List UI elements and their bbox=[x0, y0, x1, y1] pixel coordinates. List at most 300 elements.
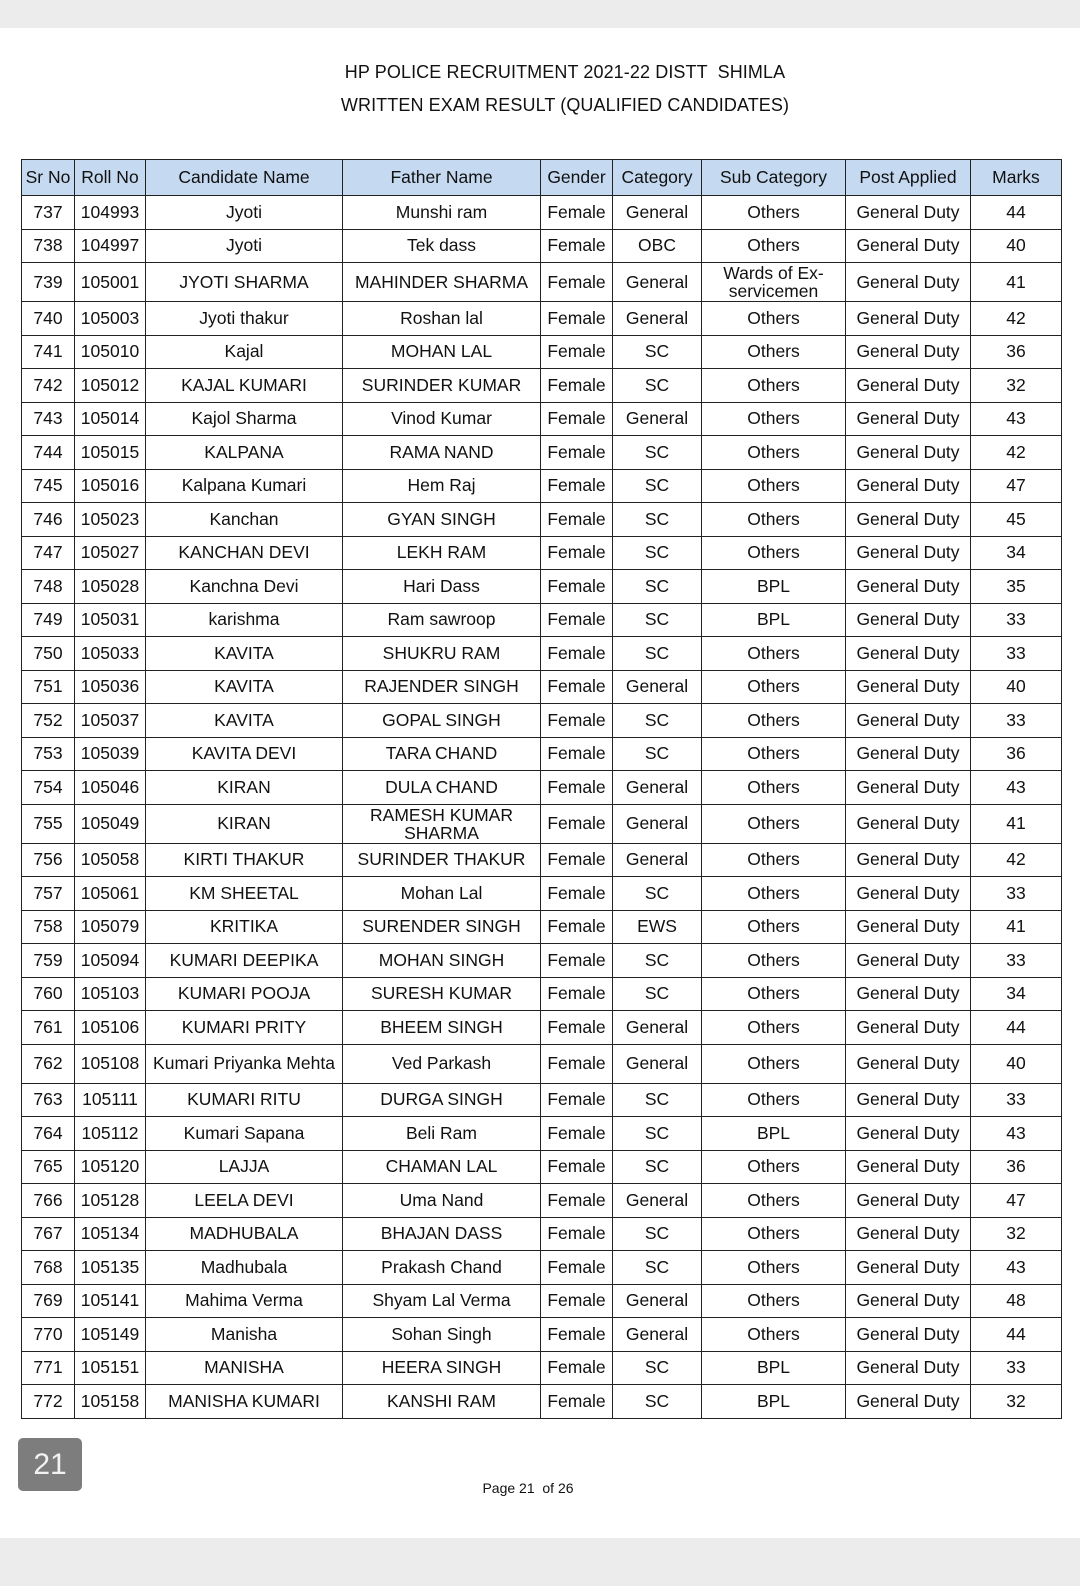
table-cell: Female bbox=[541, 302, 613, 336]
column-header: Sub Category bbox=[702, 160, 846, 196]
table-cell: Vinod Kumar bbox=[343, 402, 541, 436]
table-cell: 738 bbox=[22, 229, 75, 263]
table-cell: BHAJAN DASS bbox=[343, 1217, 541, 1251]
table-cell: SC bbox=[613, 944, 702, 978]
table-cell: 40 bbox=[971, 229, 1062, 263]
cell-text: RAMESH KUMAR SHARMA bbox=[370, 804, 513, 843]
table-cell: LEKH RAM bbox=[343, 536, 541, 570]
table-cell: 42 bbox=[971, 843, 1062, 877]
table-cell: Others bbox=[702, 670, 846, 704]
table-cell: SC bbox=[613, 1251, 702, 1285]
table-cell: RAJENDER SINGH bbox=[343, 670, 541, 704]
table-cell: SC bbox=[613, 1117, 702, 1151]
table-row bbox=[22, 570, 1062, 604]
column-header: Father Name bbox=[343, 160, 541, 196]
table-cell: General bbox=[613, 1011, 702, 1045]
table-cell: Female bbox=[541, 603, 613, 637]
table-cell: Others bbox=[702, 436, 846, 470]
table-cell: LEELA DEVI bbox=[146, 1184, 343, 1218]
table-cell: 33 bbox=[971, 877, 1062, 911]
table-cell: 44 bbox=[971, 196, 1062, 230]
table-cell: General Duty bbox=[846, 737, 971, 771]
table-row bbox=[22, 469, 1062, 503]
table-cell: General Duty bbox=[846, 603, 971, 637]
page-number-label: Page 21 of 26 bbox=[482, 1480, 574, 1496]
table-cell: LAJJA bbox=[146, 1150, 343, 1184]
table-cell: 32 bbox=[971, 1385, 1062, 1419]
table-cell: Others bbox=[702, 469, 846, 503]
table-cell: KAJAL KUMARI bbox=[146, 369, 343, 403]
table-cell: 748 bbox=[22, 570, 75, 604]
table-row bbox=[22, 944, 1062, 978]
table-cell: Others bbox=[702, 910, 846, 944]
table-cell: SURESH KUMAR bbox=[343, 977, 541, 1011]
table-cell: General bbox=[613, 196, 702, 230]
table-cell: Beli Ram bbox=[343, 1117, 541, 1151]
column-header: Post Applied bbox=[846, 160, 971, 196]
table-cell: Others bbox=[702, 402, 846, 436]
table-cell: 48 bbox=[971, 1284, 1062, 1318]
table-row bbox=[22, 229, 1062, 263]
table-cell: 766 bbox=[22, 1184, 75, 1218]
column-header: Gender bbox=[541, 160, 613, 196]
table-cell: General Duty bbox=[846, 704, 971, 738]
table-row bbox=[22, 335, 1062, 369]
table-cell: 105003 bbox=[75, 302, 146, 336]
table-cell: Kumari Priyanka Mehta bbox=[146, 1044, 343, 1083]
table-cell: 105014 bbox=[75, 402, 146, 436]
table-cell: 749 bbox=[22, 603, 75, 637]
table-cell: SC bbox=[613, 704, 702, 738]
table-cell: General Duty bbox=[846, 910, 971, 944]
table-row bbox=[22, 536, 1062, 570]
document-page bbox=[0, 28, 1080, 1538]
table-cell: Ram sawroop bbox=[343, 603, 541, 637]
table-cell: JYOTI SHARMA bbox=[146, 263, 343, 302]
table-cell: Others bbox=[702, 196, 846, 230]
table-row bbox=[22, 877, 1062, 911]
table-cell: 105108 bbox=[75, 1044, 146, 1083]
table-cell bbox=[702, 263, 846, 302]
table-row bbox=[22, 1385, 1062, 1419]
table-cell: 762 bbox=[22, 1044, 75, 1083]
table-cell: 104993 bbox=[75, 196, 146, 230]
table-cell: Others bbox=[702, 1150, 846, 1184]
table-cell: BPL bbox=[702, 603, 846, 637]
table-cell: SHUKRU RAM bbox=[343, 637, 541, 671]
table-cell: Hem Raj bbox=[343, 469, 541, 503]
column-header: Sr No bbox=[22, 160, 75, 196]
table-cell: GYAN SINGH bbox=[343, 503, 541, 537]
table-cell: 35 bbox=[971, 570, 1062, 604]
table-cell: SC bbox=[613, 1351, 702, 1385]
table-cell: General Duty bbox=[846, 402, 971, 436]
table-cell: MANISHA bbox=[146, 1351, 343, 1385]
table-row bbox=[22, 804, 1062, 843]
table-cell: KUMARI PRITY bbox=[146, 1011, 343, 1045]
table-cell: 739 bbox=[22, 263, 75, 302]
table-cell: Kajal bbox=[146, 335, 343, 369]
table-cell: 105027 bbox=[75, 536, 146, 570]
table-cell: Female bbox=[541, 369, 613, 403]
table-cell: Female bbox=[541, 637, 613, 671]
table-cell: MAHINDER SHARMA bbox=[343, 263, 541, 302]
table-cell: KAVITA bbox=[146, 704, 343, 738]
table-cell: General Duty bbox=[846, 944, 971, 978]
table-row bbox=[22, 843, 1062, 877]
table-cell: 32 bbox=[971, 1217, 1062, 1251]
table-cell: SC bbox=[613, 570, 702, 604]
table-cell: 36 bbox=[971, 335, 1062, 369]
table-cell: Others bbox=[702, 944, 846, 978]
table-row bbox=[22, 704, 1062, 738]
table-cell: Female bbox=[541, 877, 613, 911]
table-cell: Female bbox=[541, 1284, 613, 1318]
table-cell: MOHAN LAL bbox=[343, 335, 541, 369]
table-cell: 105028 bbox=[75, 570, 146, 604]
table-cell: 33 bbox=[971, 603, 1062, 637]
table-cell: KALPANA bbox=[146, 436, 343, 470]
table-cell: Female bbox=[541, 1044, 613, 1083]
table-cell: KIRAN bbox=[146, 804, 343, 843]
table-cell: Female bbox=[541, 196, 613, 230]
table-cell: TARA CHAND bbox=[343, 737, 541, 771]
table-cell: SC bbox=[613, 1150, 702, 1184]
document-subtitle: WRITTEN EXAM RESULT (QUALIFIED CANDIDATES) bbox=[340, 95, 790, 115]
table-cell: 36 bbox=[971, 1150, 1062, 1184]
table-row bbox=[22, 1011, 1062, 1045]
table-cell: 764 bbox=[22, 1117, 75, 1151]
table-cell: 47 bbox=[971, 1184, 1062, 1218]
table-cell: General Duty bbox=[846, 1284, 971, 1318]
table-cell: 105039 bbox=[75, 737, 146, 771]
table-cell: MANISHA KUMARI bbox=[146, 1385, 343, 1419]
table-cell: 44 bbox=[971, 1318, 1062, 1352]
table-cell: 47 bbox=[971, 469, 1062, 503]
table-cell: 105149 bbox=[75, 1318, 146, 1352]
table-cell: General bbox=[613, 670, 702, 704]
table-cell: 105106 bbox=[75, 1011, 146, 1045]
table-cell: 746 bbox=[22, 503, 75, 537]
table-row bbox=[22, 263, 1062, 302]
table-cell: KUMARI POOJA bbox=[146, 977, 343, 1011]
table-cell: 105103 bbox=[75, 977, 146, 1011]
table-cell: Manisha bbox=[146, 1318, 343, 1352]
table-cell: Female bbox=[541, 804, 613, 843]
table-cell: 755 bbox=[22, 804, 75, 843]
table-cell: 43 bbox=[971, 402, 1062, 436]
table-row bbox=[22, 302, 1062, 336]
table-cell: Female bbox=[541, 910, 613, 944]
table-cell: Others bbox=[702, 335, 846, 369]
table-cell: 44 bbox=[971, 1011, 1062, 1045]
table-cell: 769 bbox=[22, 1284, 75, 1318]
table-row bbox=[22, 503, 1062, 537]
table-cell: BPL bbox=[702, 1117, 846, 1151]
table-cell: Others bbox=[702, 1251, 846, 1285]
table-cell: 42 bbox=[971, 302, 1062, 336]
table-cell: KIRAN bbox=[146, 771, 343, 805]
table-cell: 105112 bbox=[75, 1117, 146, 1151]
table-cell: 105158 bbox=[75, 1385, 146, 1419]
table-cell: 105094 bbox=[75, 944, 146, 978]
table-cell: 765 bbox=[22, 1150, 75, 1184]
table-cell: 42 bbox=[971, 436, 1062, 470]
table-cell: 768 bbox=[22, 1251, 75, 1285]
table-cell: General bbox=[613, 1044, 702, 1083]
table-cell: KUMARI RITU bbox=[146, 1083, 343, 1117]
table-cell: General bbox=[613, 771, 702, 805]
table-cell: 757 bbox=[22, 877, 75, 911]
table-row bbox=[22, 1251, 1062, 1285]
table-cell: Female bbox=[541, 263, 613, 302]
table-cell: Tek dass bbox=[343, 229, 541, 263]
table-row bbox=[22, 1184, 1062, 1218]
table-cell: Female bbox=[541, 335, 613, 369]
column-header: Roll No bbox=[75, 160, 146, 196]
table-cell: EWS bbox=[613, 910, 702, 944]
table-row bbox=[22, 670, 1062, 704]
table-cell: Others bbox=[702, 1217, 846, 1251]
table-cell: 33 bbox=[971, 1083, 1062, 1117]
table-cell: Female bbox=[541, 843, 613, 877]
table-cell: General Duty bbox=[846, 977, 971, 1011]
table-cell: SC bbox=[613, 335, 702, 369]
table-cell: 763 bbox=[22, 1083, 75, 1117]
table-cell: Others bbox=[702, 229, 846, 263]
table-cell: General Duty bbox=[846, 843, 971, 877]
table-cell: 767 bbox=[22, 1217, 75, 1251]
table-cell: Female bbox=[541, 1385, 613, 1419]
table-cell: 41 bbox=[971, 263, 1062, 302]
table-cell: 747 bbox=[22, 536, 75, 570]
table-cell: Female bbox=[541, 503, 613, 537]
table-cell: Female bbox=[541, 229, 613, 263]
table-cell: General Duty bbox=[846, 570, 971, 604]
table-cell: 105015 bbox=[75, 436, 146, 470]
table-row bbox=[22, 977, 1062, 1011]
table-cell bbox=[343, 804, 541, 843]
table-row bbox=[22, 1117, 1062, 1151]
table-cell: 105061 bbox=[75, 877, 146, 911]
table-cell: General Duty bbox=[846, 1044, 971, 1083]
table-cell: 43 bbox=[971, 771, 1062, 805]
table-cell: Roshan lal bbox=[343, 302, 541, 336]
table-cell: Female bbox=[541, 1217, 613, 1251]
table-cell: Others bbox=[702, 536, 846, 570]
table-cell: KAVITA DEVI bbox=[146, 737, 343, 771]
table-cell: 105037 bbox=[75, 704, 146, 738]
table-cell: 761 bbox=[22, 1011, 75, 1045]
table-row bbox=[22, 1351, 1062, 1385]
table-cell: General Duty bbox=[846, 263, 971, 302]
table-cell: Others bbox=[702, 1044, 846, 1083]
table-cell: SC bbox=[613, 1217, 702, 1251]
table-cell: KRITIKA bbox=[146, 910, 343, 944]
table-cell: 751 bbox=[22, 670, 75, 704]
table-cell: Female bbox=[541, 737, 613, 771]
table-cell: 105120 bbox=[75, 1150, 146, 1184]
table-cell: Others bbox=[702, 369, 846, 403]
table-cell: Uma Nand bbox=[343, 1184, 541, 1218]
table-cell: 105141 bbox=[75, 1284, 146, 1318]
table-cell: Others bbox=[702, 302, 846, 336]
table-cell: 744 bbox=[22, 436, 75, 470]
table-row bbox=[22, 369, 1062, 403]
table-cell: General Duty bbox=[846, 1318, 971, 1352]
table-cell: General Duty bbox=[846, 1083, 971, 1117]
table-cell: SC bbox=[613, 503, 702, 537]
table-cell: Others bbox=[702, 843, 846, 877]
page-badge[interactable]: 21 bbox=[18, 1438, 82, 1491]
table-row bbox=[22, 737, 1062, 771]
table-header-row bbox=[22, 160, 1062, 196]
table-cell: General bbox=[613, 1284, 702, 1318]
table-cell: 43 bbox=[971, 1117, 1062, 1151]
table-cell: 43 bbox=[971, 1251, 1062, 1285]
table-cell: Female bbox=[541, 1011, 613, 1045]
table-cell: 752 bbox=[22, 704, 75, 738]
table-cell: Kajol Sharma bbox=[146, 402, 343, 436]
table-cell: Female bbox=[541, 1117, 613, 1151]
table-cell: Others bbox=[702, 503, 846, 537]
table-cell: HEERA SINGH bbox=[343, 1351, 541, 1385]
table-cell: General Duty bbox=[846, 804, 971, 843]
table-cell: SURINDER THAKUR bbox=[343, 843, 541, 877]
table-cell: 105049 bbox=[75, 804, 146, 843]
table-cell: 753 bbox=[22, 737, 75, 771]
table-cell: Female bbox=[541, 944, 613, 978]
table-cell: 105079 bbox=[75, 910, 146, 944]
table-cell: Female bbox=[541, 570, 613, 604]
table-cell: SC bbox=[613, 536, 702, 570]
table-cell: Others bbox=[702, 977, 846, 1011]
table-cell: General bbox=[613, 804, 702, 843]
table-row bbox=[22, 771, 1062, 805]
column-header: Category bbox=[613, 160, 702, 196]
table-cell: KUMARI DEEPIKA bbox=[146, 944, 343, 978]
table-cell: Kanchan bbox=[146, 503, 343, 537]
table-cell: General Duty bbox=[846, 335, 971, 369]
table-body bbox=[22, 196, 1062, 1419]
table-cell: KANCHAN DEVI bbox=[146, 536, 343, 570]
table-cell: General bbox=[613, 1184, 702, 1218]
table-cell: OBC bbox=[613, 229, 702, 263]
table-row bbox=[22, 196, 1062, 230]
table-row bbox=[22, 637, 1062, 671]
document-title: HP POLICE RECRUITMENT 2021-22 DISTT SHIMLA bbox=[344, 62, 786, 82]
table-cell: 105134 bbox=[75, 1217, 146, 1251]
table-cell: Kalpana Kumari bbox=[146, 469, 343, 503]
table-cell: BPL bbox=[702, 1385, 846, 1419]
table-cell: 741 bbox=[22, 335, 75, 369]
table-cell: Female bbox=[541, 469, 613, 503]
table-cell: Mohan Lal bbox=[343, 877, 541, 911]
table-cell: SURINDER KUMAR bbox=[343, 369, 541, 403]
table-cell: Hari Dass bbox=[343, 570, 541, 604]
table-cell: Mahima Verma bbox=[146, 1284, 343, 1318]
table-cell: 760 bbox=[22, 977, 75, 1011]
table-cell: KAVITA bbox=[146, 637, 343, 671]
table-cell: Others bbox=[702, 737, 846, 771]
results-table bbox=[21, 159, 1062, 1419]
table-cell: 743 bbox=[22, 402, 75, 436]
table-cell: RAMA NAND bbox=[343, 436, 541, 470]
table-cell: General Duty bbox=[846, 1011, 971, 1045]
table-cell: 740 bbox=[22, 302, 75, 336]
table-cell: CHAMAN LAL bbox=[343, 1150, 541, 1184]
table-cell: General Duty bbox=[846, 877, 971, 911]
table-cell: SC bbox=[613, 469, 702, 503]
table-cell: SC bbox=[613, 603, 702, 637]
table-cell: 32 bbox=[971, 369, 1062, 403]
table-cell: Female bbox=[541, 670, 613, 704]
table-cell: 105111 bbox=[75, 1083, 146, 1117]
table-cell: 34 bbox=[971, 536, 1062, 570]
table-cell: 105151 bbox=[75, 1351, 146, 1385]
table-cell: SC bbox=[613, 977, 702, 1011]
table-cell: MADHUBALA bbox=[146, 1217, 343, 1251]
table-cell: Others bbox=[702, 1284, 846, 1318]
table-cell: Jyoti thakur bbox=[146, 302, 343, 336]
table-cell: 754 bbox=[22, 771, 75, 805]
table-cell: Female bbox=[541, 1184, 613, 1218]
table-cell: MOHAN SINGH bbox=[343, 944, 541, 978]
table-cell: SC bbox=[613, 369, 702, 403]
table-row bbox=[22, 1044, 1062, 1083]
table-cell: Others bbox=[702, 1011, 846, 1045]
table-cell: General bbox=[613, 402, 702, 436]
table-cell: General Duty bbox=[846, 1385, 971, 1419]
table-cell: SC bbox=[613, 1385, 702, 1419]
table-cell: 105016 bbox=[75, 469, 146, 503]
table-cell: Jyoti bbox=[146, 196, 343, 230]
table-cell: 105046 bbox=[75, 771, 146, 805]
table-cell: Female bbox=[541, 1351, 613, 1385]
table-cell: 45 bbox=[971, 503, 1062, 537]
table-cell: Munshi ram bbox=[343, 196, 541, 230]
table-cell: 40 bbox=[971, 1044, 1062, 1083]
table-cell: SC bbox=[613, 877, 702, 911]
table-cell: General Duty bbox=[846, 1351, 971, 1385]
table-cell: KANSHI RAM bbox=[343, 1385, 541, 1419]
table-cell: General Duty bbox=[846, 771, 971, 805]
table-cell: General bbox=[613, 1318, 702, 1352]
table-cell: 105128 bbox=[75, 1184, 146, 1218]
table-cell: General bbox=[613, 302, 702, 336]
table-cell: 33 bbox=[971, 637, 1062, 671]
table-cell: 41 bbox=[971, 804, 1062, 843]
table-cell: General bbox=[613, 263, 702, 302]
table-row bbox=[22, 603, 1062, 637]
table-cell: Others bbox=[702, 877, 846, 911]
table-row bbox=[22, 436, 1062, 470]
table-row bbox=[22, 1318, 1062, 1352]
table-cell: 756 bbox=[22, 843, 75, 877]
table-cell: General Duty bbox=[846, 637, 971, 671]
table-cell: SC bbox=[613, 436, 702, 470]
table-cell: 105001 bbox=[75, 263, 146, 302]
table-cell: 34 bbox=[971, 977, 1062, 1011]
table-cell: DURGA SINGH bbox=[343, 1083, 541, 1117]
table-cell: SC bbox=[613, 637, 702, 671]
table-cell: 104997 bbox=[75, 229, 146, 263]
table-cell: Female bbox=[541, 1318, 613, 1352]
table-cell: 105033 bbox=[75, 637, 146, 671]
table-cell: 105023 bbox=[75, 503, 146, 537]
table-cell: General Duty bbox=[846, 436, 971, 470]
table-cell: 770 bbox=[22, 1318, 75, 1352]
